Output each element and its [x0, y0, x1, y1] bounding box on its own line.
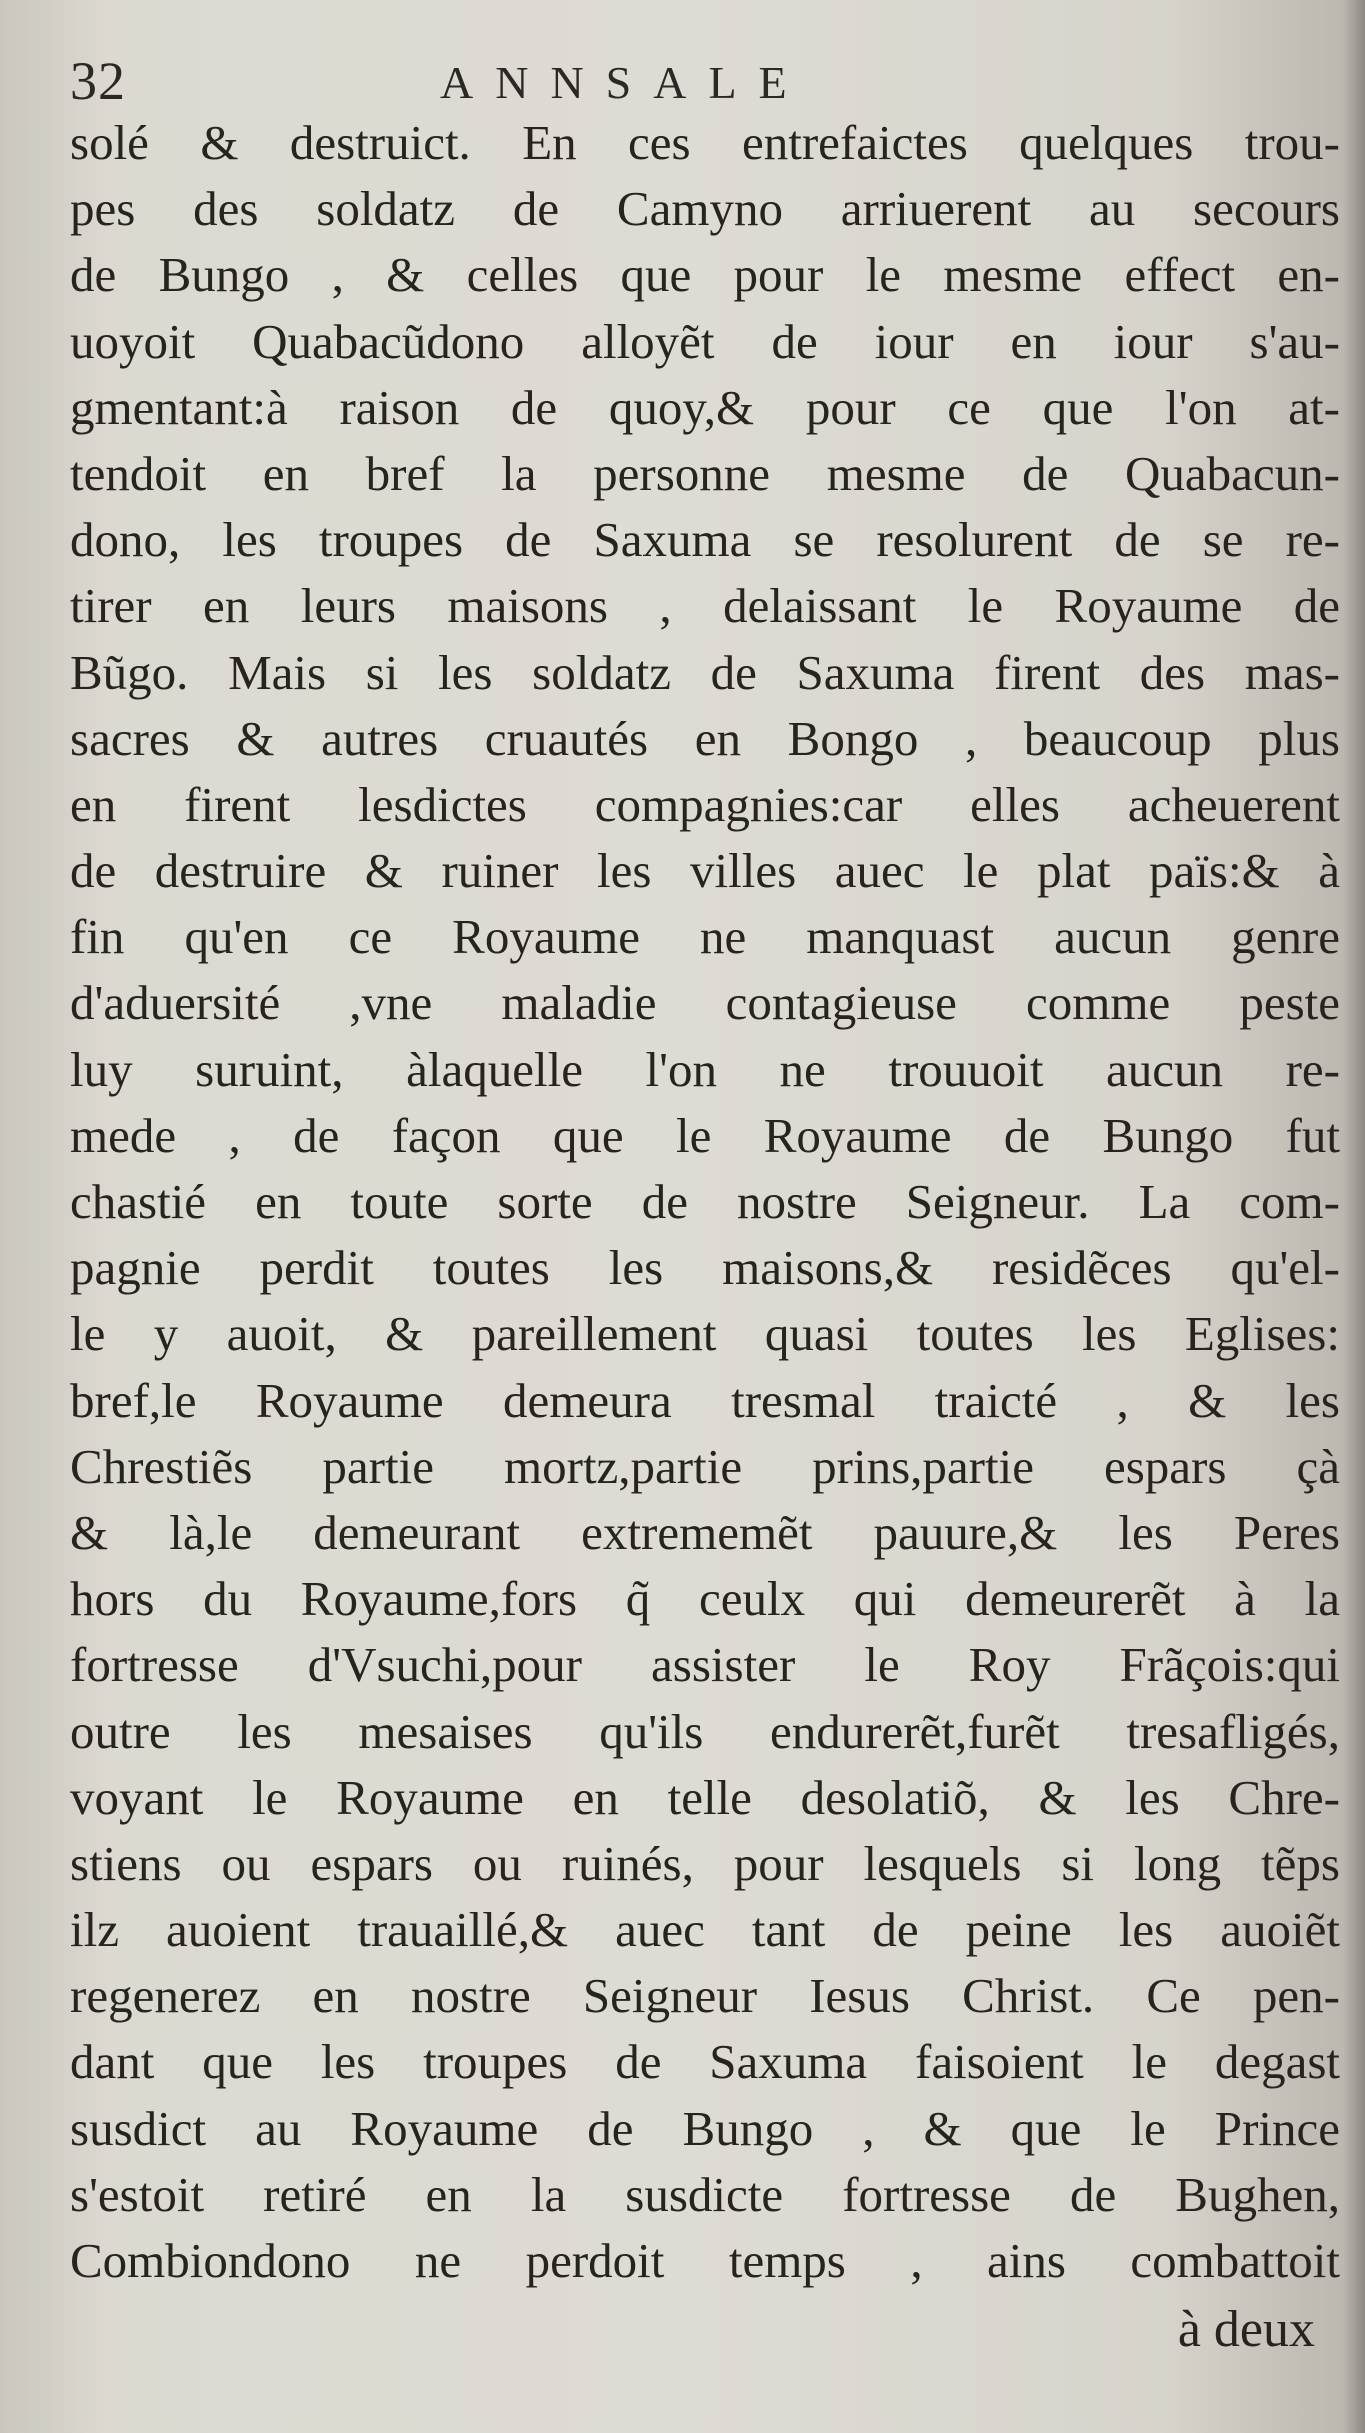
text-line: le y auoit, & pareillement quasi toutes les Eglises: [70, 1306, 1340, 1362]
text-line: luy suruint, àlaquelle l'on ne trouuoit aucun re- [70, 1041, 1340, 1097]
text-line: tirer en leurs maisons , delaissant le Royaume de [70, 578, 1340, 634]
text-line: hors du Royaume,fors q̃ ceulx qui demeurerẽt à la [70, 1571, 1340, 1627]
text-line: chastié en toute sorte de nostre Seigneur. La com- [70, 1174, 1340, 1229]
text-line: Combiondono ne perdoit temps , ains combattoit [70, 2233, 1340, 2288]
catchword: à deux [1177, 2301, 1315, 2358]
text-line: ilz auoient trauaillé,& auec tant de peine les auoiẽt [70, 1902, 1340, 1958]
running-head: ANNSALE [440, 57, 809, 108]
text-line: fin qu'en ce Royaume ne manquast aucun genre [70, 909, 1340, 965]
text-line: fortresse d'Vsuchi,pour assister le Roy Frãçois:qui [70, 1637, 1340, 1693]
text-line: outre les mesaises qu'ils endurerẽt,furẽt tresafligés, [70, 1703, 1340, 1759]
text-line: mede , de façon que le Royaume de Bungo fut [70, 1107, 1340, 1163]
text-line: bref,le Royaume demeura tresmal traicté , & les [70, 1372, 1340, 1428]
text-line: Bũgo. Mais si les soldatz de Saxuma firent des mas- [70, 644, 1340, 700]
text-line: de Bungo , & celles que pour le mesme effect en- [70, 247, 1340, 303]
text-line: solé & destruict. En ces entrefaictes quelques trou- [70, 115, 1340, 170]
text-line: pagnie perdit toutes les maisons,& residẽces qu'el- [70, 1240, 1340, 1296]
text-line: voyant le Royaume en telle desolatiõ, & les Chre- [70, 1769, 1340, 1825]
page-number: 32 [70, 51, 126, 111]
text-line: pes des soldatz de Camyno arriuerent au secours [70, 181, 1340, 237]
text-line: dono, les troupes de Saxuma se resolurent de se re- [70, 512, 1340, 568]
text-line: Chrestiẽs partie mortz,partie prins,partie espars çà [70, 1438, 1340, 1494]
text-line: tendoit en bref la personne mesme de Quabacun- [70, 445, 1340, 501]
text-line: dant que les troupes de Saxuma faisoient le degast [70, 2034, 1340, 2090]
text-line: uoyoit Quabacũdono alloyẽt de iour en iour s'au- [70, 313, 1340, 369]
body-text [70, 110, 1340, 2294]
text-line: en firent lesdictes compagnies:car elles acheuerent [70, 776, 1340, 832]
page-gutter-shadow [1343, 0, 1365, 2433]
text-line: regenerez en nostre Seigneur Iesus Christ. Ce pen- [70, 1968, 1340, 2024]
text-line: & là,le demeurant extrememẽt pauure,& les Peres [70, 1504, 1340, 1560]
text-line: sacres & autres cruautés en Bongo , beaucoup plus [70, 710, 1340, 766]
text-line: de destruire & ruiner les villes auec le plat païs:& à [70, 843, 1340, 899]
text-line: s'estoit retiré en la susdicte fortresse de Bughen, [70, 2166, 1340, 2222]
text-line: d'aduersité ,vne maladie contagieuse comme peste [70, 975, 1340, 1031]
text-line: gmentant:à raison de quoy,& pour ce que l'on at- [70, 379, 1340, 435]
text-line: susdict au Royaume de Bungo , & que le Prince [70, 2100, 1340, 2156]
text-line: stiens ou espars ou ruinés, pour lesquels si long tẽps [70, 1835, 1340, 1891]
